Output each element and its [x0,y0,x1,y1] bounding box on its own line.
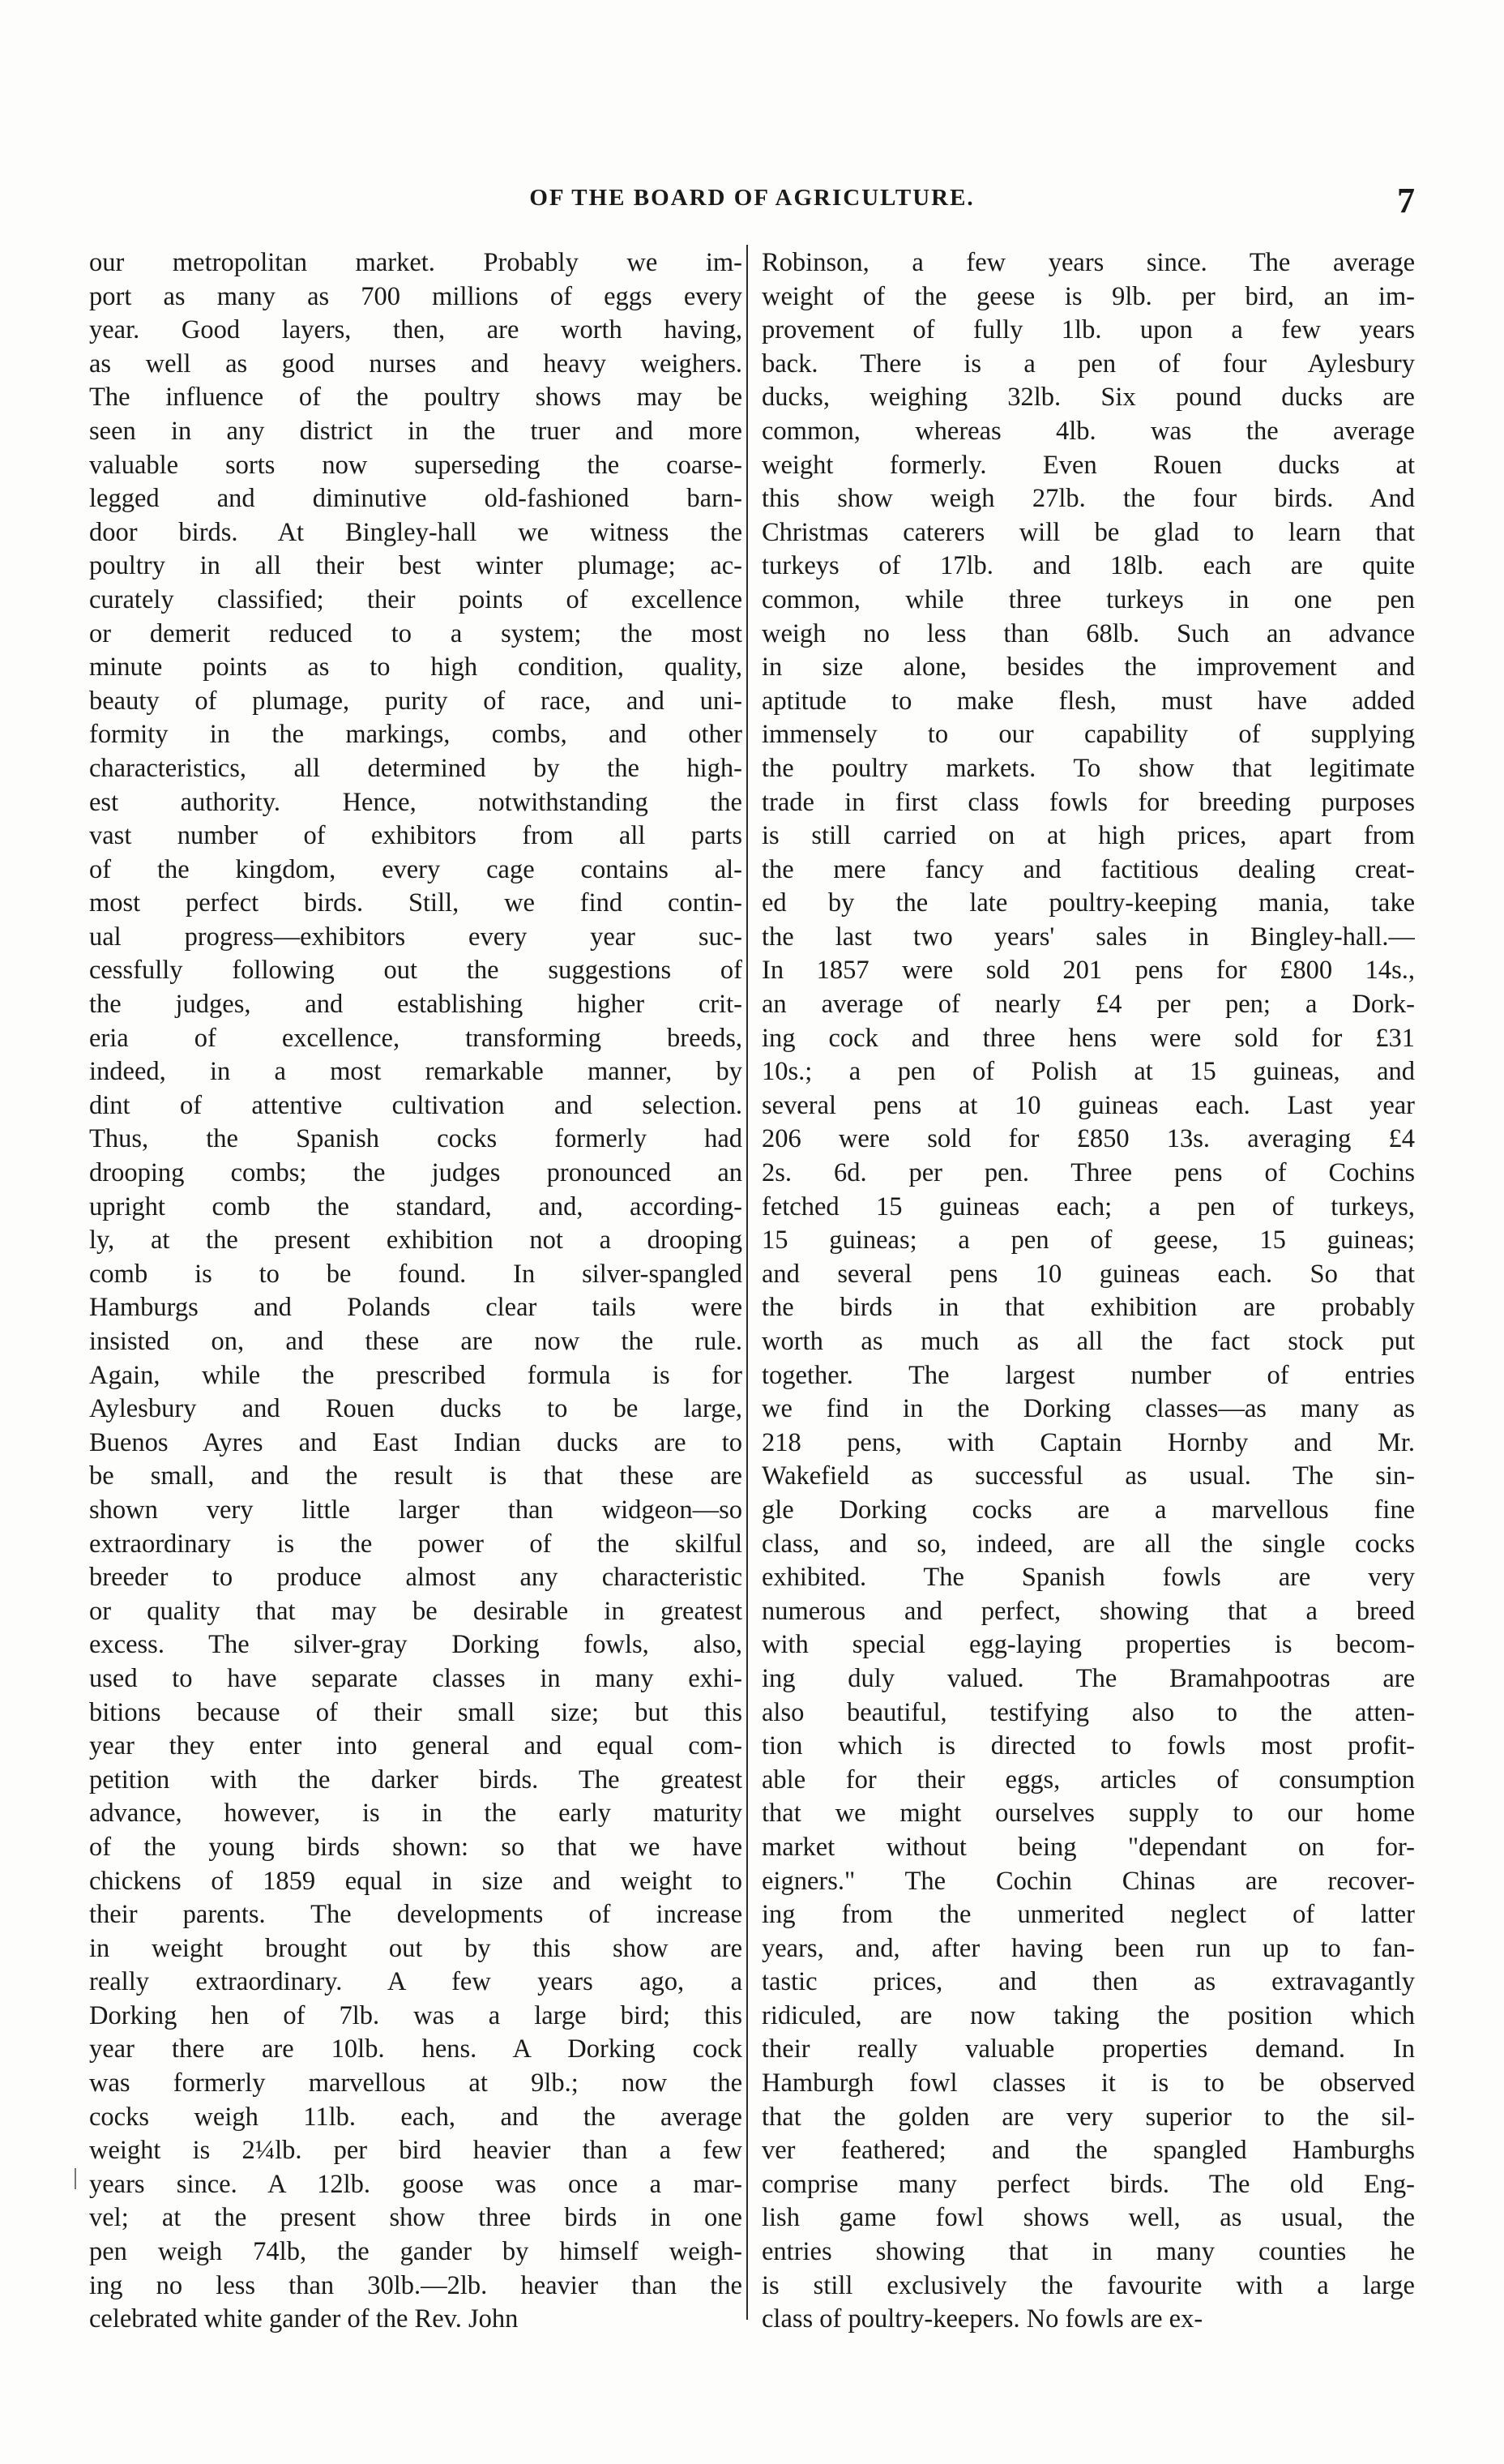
text-line: beauty of plumage, purity of race, and uni- [89,686,742,716]
text-line: curately classified; their points of excellence [89,584,742,614]
text-line: the poultry markets. To show that legitimate [762,753,1415,783]
text-line: Dorking hen of 7lb. was a large bird; this [89,2000,742,2030]
text-line: fetched 15 guineas each; a pen of turkeys, [762,1191,1415,1221]
text-line: valuable sorts now superseding the coarse- [89,450,742,480]
text-line: trade in first class fowls for breeding purposes [762,787,1415,817]
text-line: Hamburgh fowl classes it is to be observed [762,2068,1415,2098]
column-divider [746,245,748,2320]
text-line: Robinson, a few years since. The average [762,248,1415,277]
running-head [78,181,1426,220]
text-line: common, while three turkeys in one pen [762,584,1415,614]
text-line: est authority. Hence, notwithstanding the [89,787,742,817]
text-line: of the young birds shown: so that we have [89,1832,742,1862]
text-line: back. There is a pen of four Aylesbury [762,349,1415,379]
text-line: really extraordinary. A few years ago, a [89,1967,742,1997]
text-line: vast number of exhibitors from all parts [89,821,742,851]
text-line: door birds. At Bingley-hall we witness the [89,517,742,547]
text-line: chickens of 1859 equal in size and weight to [89,1866,742,1896]
text-line: our metropolitan market. Probably we im- [89,248,742,277]
text-line: years, and, after having been run up to fan- [762,1933,1415,1963]
text-line: an average of nearly £4 per pen; a Dork- [762,990,1415,1020]
text-line: shown very little larger than widgeon—so [89,1495,742,1525]
text-line: or quality that may be desirable in greatest [89,1596,742,1626]
text-line: drooping combs; the judges pronounced an [89,1158,742,1188]
text-line: seen in any district in the truer and more [89,416,742,446]
text-line: this show weigh 27lb. the four birds. And [762,484,1415,514]
text-line: or demerit reduced to a system; the most [89,618,742,648]
text-line: poultry in all their best winter plumage; ac- [89,551,742,581]
text-line: in weight brought out by this show are [89,1933,742,1963]
text-line: several pens at 10 guineas each. Last year [762,1090,1415,1120]
text-line: is still exclusively the favourite with a large [762,2270,1415,2300]
text-line: 2s. 6d. per pen. Three pens of Cochins [762,1158,1415,1188]
text-line: 10s.; a pen of Polish at 15 guineas, and [762,1057,1415,1087]
left-text-column [89,246,742,2337]
text-line: minute points as to high condition, quality, [89,652,742,682]
text-line: breeder to produce almost any characteristic [89,1563,742,1593]
text-line: Christmas caterers will be glad to learn that [762,517,1415,547]
text-line: the judges, and establishing higher crit- [89,990,742,1020]
text-line: pen weigh 74lb, the gander by himself weigh- [89,2237,742,2267]
text-line: ver feathered; and the spangled Hamburghs [762,2136,1415,2166]
text-line: aptitude to make flesh, must have added [762,686,1415,716]
text-line: worth as much as all the fact stock put [762,1327,1415,1356]
text-line: formity in the markings, combs, and other [89,720,742,750]
text-line: numerous and perfect, showing that a breed [762,1596,1415,1626]
text-line: cocks weigh 11lb. each, and the average [89,2102,742,2132]
text-line: legged and diminutive old-fashioned barn- [89,484,742,514]
text-line: Wakefield as successful as usual. The sin- [762,1461,1415,1491]
page-number: 7 [1397,181,1415,220]
running-title: OF THE BOARD OF AGRICULTURE. [529,185,975,211]
text-line: 218 pens, with Captain Hornby and Mr. [762,1427,1415,1457]
text-line: vel; at the present show three birds in one [89,2203,742,2233]
text-line: tastic prices, and then as extravagantly [762,1967,1415,1997]
text-line: that the golden are very superior to the sil- [762,2102,1415,2132]
text-line: advance, however, is in the early maturity [89,1799,742,1829]
text-line: the mere fancy and factitious dealing creat- [762,854,1415,884]
text-line: weight formerly. Even Rouen ducks at [762,450,1415,480]
text-line: characteristics, all determined by the high- [89,753,742,783]
text-line: the birds in that exhibition are probably [762,1293,1415,1323]
text-line: ing from the unmerited neglect of latter [762,1900,1415,1930]
text-line: port as many as 700 millions of eggs every [89,281,742,311]
text-line: used to have separate classes in many exhi- [89,1663,742,1693]
text-line: ing duly valued. The Bramahpootras are [762,1663,1415,1693]
text-line: as well as good nurses and heavy weighers. [89,349,742,379]
text-line: of the kingdom, every cage contains al- [89,854,742,884]
text-line: weight of the geese is 9lb. per bird, an im- [762,281,1415,311]
text-line: upright comb the standard, and, according- [89,1191,742,1221]
text-line: eigners." The Cochin Chinas are recover- [762,1866,1415,1896]
text-line: ing cock and three hens were sold for £31 [762,1023,1415,1053]
text-line: ual progress—exhibitors every year suc- [89,922,742,952]
text-line: weigh no less than 68lb. Such an advance [762,618,1415,648]
text-line: Buenos Ayres and East Indian ducks are to [89,1427,742,1457]
text-line: The influence of the poultry shows may be [89,383,742,413]
text-line: with special egg-laying properties is becom- [762,1630,1415,1660]
text-line: Hamburgs and Polands clear tails were [89,1293,742,1323]
text-line: tion which is directed to fowls most profit- [762,1731,1415,1761]
text-line: ridiculed, are now taking the position which [762,2000,1415,2030]
text-line: 15 guineas; a pen of geese, 15 guineas; [762,1226,1415,1256]
text-line: dint of attentive cultivation and selection. [89,1090,742,1120]
text-line: the last two years' sales in Bingley-hall.— [762,922,1415,952]
text-line: together. The largest number of entries [762,1360,1415,1390]
text-line: and several pens 10 guineas each. So that [762,1259,1415,1289]
text-line: year they enter into general and equal com- [89,1731,742,1761]
text-line: bitions because of their small size; but this [89,1697,742,1727]
text-line: extraordinary is the power of the skilful [89,1529,742,1559]
text-line: ly, at the present exhibition not a drooping [89,1226,742,1256]
text-line: turkeys of 17lb. and 18lb. each are quite [762,551,1415,581]
text-line: comb is to be found. In silver-spangled [89,1259,742,1289]
text-line: class, and so, indeed, are all the single cocks [762,1529,1415,1559]
text-line: ed by the late poultry-keeping mania, take [762,888,1415,918]
text-line: year there are 10lb. hens. A Dorking cock [89,2034,742,2064]
text-line: common, whereas 4lb. was the average [762,416,1415,446]
text-line: most perfect birds. Still, we find contin- [89,888,742,918]
text-line: weight is 2¼lb. per bird heavier than a few [89,2136,742,2166]
text-line: we find in the Dorking classes—as many as [762,1394,1415,1424]
text-line: in size alone, besides the improvement and [762,652,1415,682]
text-line: immensely to our capability of supplying [762,720,1415,750]
text-line: lish game fowl shows well, as usual, the [762,2203,1415,2233]
margin-mark [75,2168,76,2189]
text-line: Again, while the prescribed formula is for [89,1360,742,1390]
text-line: comprise many perfect birds. The old Eng- [762,2169,1415,2199]
text-line: market without being "dependant on for- [762,1832,1415,1862]
text-line: entries showing that in many counties he [762,2237,1415,2267]
text-line: also beautiful, testifying also to the atten- [762,1697,1415,1727]
text-line: indeed, in a most remarkable manner, by [89,1057,742,1087]
text-line: year. Good layers, then, are worth having, [89,315,742,345]
text-line: gle Dorking cocks are a marvellous fine [762,1495,1415,1525]
text-line: In 1857 were sold 201 pens for £800 14s., [762,956,1415,986]
text-line: 206 were sold for £850 13s. averaging £4 [762,1124,1415,1154]
text-line: insisted on, and these are now the rule. [89,1327,742,1356]
text-line: their really valuable properties demand. In [762,2034,1415,2064]
text-line: petition with the darker birds. The greatest [89,1765,742,1795]
text-line: cessfully following out the suggestions of [89,956,742,986]
text-line: was formerly marvellous at 9lb.; now the [89,2068,742,2098]
text-line: be small, and the result is that these are [89,1461,742,1491]
text-line: Aylesbury and Rouen ducks to be large, [89,1394,742,1424]
text-line: is still carried on at high prices, apart from [762,821,1415,851]
text-line: Thus, the Spanish cocks formerly had [89,1124,742,1154]
text-line: ducks, weighing 32lb. Six pound ducks are [762,383,1415,413]
text-line: years since. A 12lb. goose was once a mar- [89,2169,742,2199]
text-line: ing no less than 30lb.—2lb. heavier than the [89,2270,742,2300]
text-line: able for their eggs, articles of consumption [762,1765,1415,1795]
text-line: exhibited. The Spanish fowls are very [762,1563,1415,1593]
text-line: excess. The silver-gray Dorking fowls, also, [89,1630,742,1660]
text-line: their parents. The developments of increase [89,1900,742,1930]
text-line: celebrated white gander of the Rev. John [89,2304,519,2334]
right-text-column [762,246,1415,2337]
text-line: provement of fully 1lb. upon a few years [762,315,1415,345]
text-line: that we might ourselves supply to our home [762,1799,1415,1829]
text-line: eria of excellence, transforming breeds, [89,1023,742,1053]
text-line: class of poultry-keepers. No fowls are ex- [762,2304,1203,2334]
